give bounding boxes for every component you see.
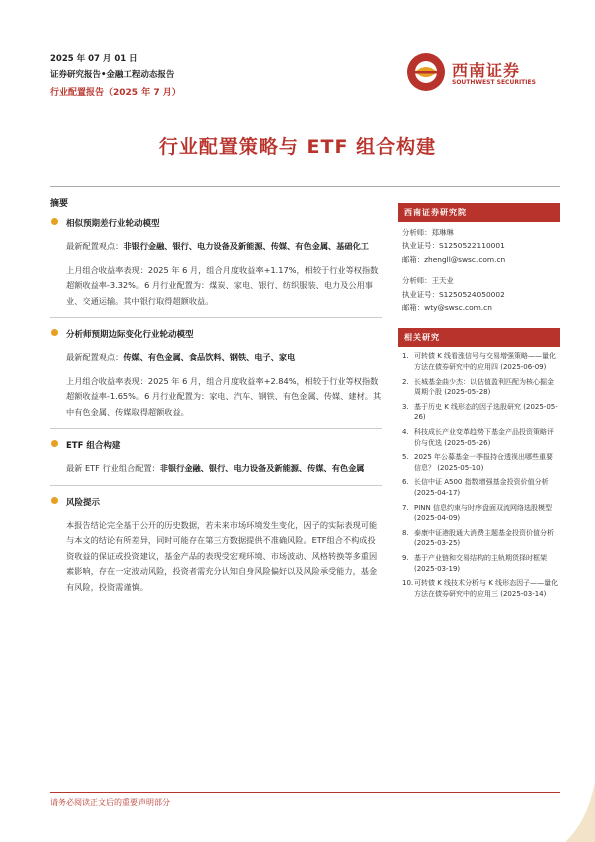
related-research-heading: 相关研究: [398, 328, 560, 347]
footer-notice: 请务必阅读正文后的重要声明部分: [50, 798, 170, 807]
related-research-item[interactable]: 3. 基于历史 K 线形态的因子选股研究 (2025-05-26): [402, 402, 558, 422]
related-research-item[interactable]: 2. 长城基金曲少杰：以估值盈利匹配为核心掘金周期个股 (2025-05-28): [402, 377, 554, 397]
abstract-label: 摘要: [50, 199, 69, 209]
abstract-column: [50, 196, 382, 603]
related-research-item[interactable]: 9. 基于产业链和交易结构的主轨期货择时框架 (2025-03-19): [402, 553, 547, 573]
bullet-icon: [51, 218, 58, 225]
related-research-item[interactable]: 8. 泰康中证港股通大消费主题基金投资价值分析 (2025-03-25): [402, 528, 554, 548]
sidebar: [398, 203, 560, 603]
abstract-section-3: [50, 439, 382, 486]
related-research-item[interactable]: 5. 2025 年公募基金一季报持仓透视出哪些重要信息？ (2025-05-10): [402, 453, 554, 472]
analyst-name: 分析师：郑琳琳: [402, 228, 454, 237]
section-heading: [50, 217, 382, 229]
paragraph-lead: 最新配置观点：: [66, 241, 124, 251]
bullet-icon: [51, 440, 58, 447]
section-heading: [50, 496, 382, 508]
abstract-paragraph: [50, 350, 382, 366]
abstract-paragraph: [50, 239, 382, 255]
analyst-cert: 执业证号：S1250524050002: [402, 289, 505, 299]
paragraph-bold: 非银行金融、银行、电力设备及新能源、传媒、有色金属: [159, 463, 365, 473]
logo-mark-icon: [406, 52, 446, 92]
section-divider: [50, 485, 382, 486]
related-research-item[interactable]: 4. 科技成长产业变革趋势下基金产品投资策略评价与优选 (2025-05-26): [402, 428, 554, 447]
abstract-paragraph: [50, 461, 382, 477]
related-research-item[interactable]: 6. 长信中证 A500 指数增强基金投资价值分析 (2025-04-17): [402, 478, 549, 497]
section-heading-text: 分析师预期边际变化行业轮动模型: [66, 330, 194, 340]
bullet-icon: [51, 497, 58, 504]
analyst-name: 分析师：王天业: [402, 276, 454, 286]
abstract-paragraph: 本报告结论完全基于公开的历史数据，若未来市场环境发生变化，因子的实际表现可能与本文的结论有所差异，同时可能存在第三方数据提供不准确风险。ETF组合不构成投资收益的保证或投资建议，基金产品的表现受宏观环境、市场波动、风格转换等多重因素影响，存在一定波动风险，投资者需充分认知自身风险偏好以及风险承受能力，基金有风险，投资需谨慎。: [66, 519, 378, 592]
paragraph-lead: 最新配置观点：: [66, 352, 124, 362]
paragraph-bold: 传媒、有色金属、食品饮料、钢铁、电子、家电: [123, 352, 296, 362]
paragraph-bold: 非银行金融、银行、电力设备及新能源、传媒、有色金属、基础化工: [123, 241, 369, 251]
section-heading-text: ETF 组合构建: [66, 441, 121, 451]
abstract-section-4: [50, 496, 382, 596]
bullet-icon: [51, 329, 58, 336]
related-research-item[interactable]: 1. 可转债 K 线看涨信号与交易增强策略——量化方法在债券研究中的应用四 (2025-06-09): [402, 352, 557, 372]
abstract-section-2: [50, 328, 382, 429]
analyst-cert: 执业证号：S1250522110001: [402, 241, 505, 251]
report-type: 证券研究报告•金融工程动态报告: [50, 70, 175, 80]
paragraph-lead: 最新 ETF 行业组合配置：: [66, 463, 160, 473]
institute-heading: 西南证券研究院: [398, 203, 560, 222]
top-divider: [50, 186, 560, 187]
logo-cn-text: 西南证券: [452, 61, 521, 80]
section-heading-text: 相似预期差行业轮动模型: [66, 219, 160, 229]
related-research-item[interactable]: 10. 可转债 K 线技术分析与 K 线形态因子——量化方法在债券研究中的应用三 (2025-03-14): [402, 579, 559, 598]
logo-en-text: SOUTHWEST SECURITIES: [452, 79, 536, 86]
company-logo: [406, 52, 556, 96]
section-divider: [50, 317, 382, 318]
report-subtype: 行业配置报告（2025 年 7 月）: [50, 88, 181, 98]
section-heading: [50, 328, 382, 340]
analyst-email[interactable]: 邮箱：zhengll@swsc.com.cn: [402, 254, 506, 264]
footer-divider: [50, 792, 560, 793]
related-research-item[interactable]: 7. PINN 信息约束与时序盘面双流网络选股模型 (2025-04-09): [402, 503, 552, 523]
section-heading: [50, 439, 382, 451]
abstract-paragraph: 上月组合收益率表现：2025 年 6 月，组合月度收益率+2.84%，相较于行业等权指数超额收益率-1.65%。6 月行业配置为：家电、汽车、钢铁、有色金属、传媒、建材。其中有色金属、传媒取得超额收益。: [66, 375, 382, 417]
section-heading-text: 风险提示: [66, 497, 101, 508]
abstract-section-1: [50, 217, 382, 318]
related-research-box: [398, 328, 560, 599]
report-date: 2025 年 07 月 01 日: [50, 54, 138, 64]
analyst-email[interactable]: 邮箱：wty@swsc.com.cn: [402, 303, 492, 313]
analyst-list: [398, 222, 560, 314]
corner-decoration-icon: [565, 782, 595, 842]
abstract-paragraph: 上月组合收益率表现：2025 年 6 月，组合月度收益率+1.17%，相较于行业等权指数超额收益率-3.32%。6 月行业配置为：煤炭、家电、银行、纺织服装、电力及公用事业、交通运输。其中银行取得超额收益。: [66, 264, 379, 306]
related-research-list: [398, 347, 560, 599]
page-title: 行业配置策略与 ETF 组合构建: [158, 136, 437, 158]
section-divider: [50, 428, 382, 429]
